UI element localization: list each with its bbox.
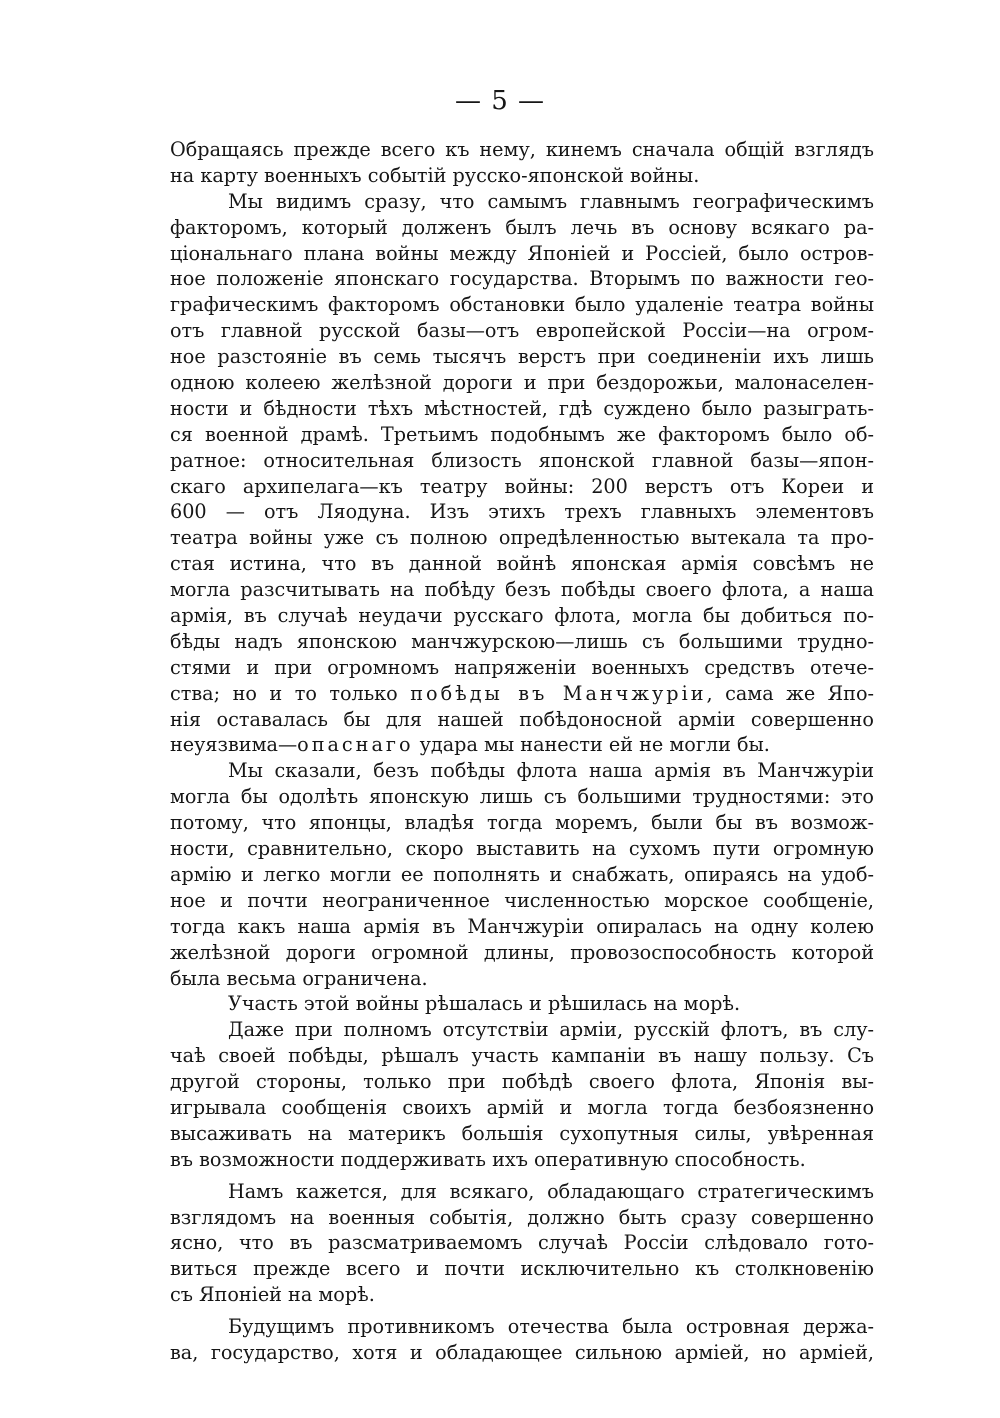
text-line: бѣды надъ японскою манчжурскою—лишь съ большими трудно- [170,629,874,653]
text-line: въ возможности поддерживать ихъ оперативную способность. [170,1147,806,1171]
text-line: виться прежде всего и почти исключительно къ столкновенію [170,1257,874,1281]
text-line: армію и легко могли ее пополнять и снабжать, опираясь на удоб- [170,862,874,886]
text-line: графическимъ факторомъ обстановки было удаленіе театра войны [170,293,874,317]
text-run: удара мы нанести ей не могли бы. [413,733,770,757]
text-line: на карту военныхъ событій русско-японской войны. [170,163,700,187]
text-line: потому, что японцы, владѣя тогда моремъ, были бы въ возмож- [170,811,874,835]
page-number: — 5 — [454,86,546,116]
text-line: другой стороны, только при побѣдѣ своего флота, Японія вы- [170,1070,874,1094]
text-line [170,681,874,707]
text-line: игрывала сообщенія своихъ армій и могла тогда безбоязненно [170,1095,874,1119]
text-line: ности, сравнительно, скоро выставить на сухомъ пути огромную [170,837,874,861]
text-line: стая истина, что въ данной войнѣ японская армія совсѣмъ не [170,552,874,576]
text-line: Даже при полномъ отсутствіи арміи, русскій флотъ, въ слу- [228,1018,874,1042]
text-line: чаѣ своей побѣды, рѣшалъ участь кампаніи въ нашу пользу. Съ [170,1044,874,1068]
text-line: ціональнаго плана войны между Японіей и Россіей, было остров- [170,241,874,265]
text-line: факторомъ, который долженъ былъ лечь въ основу всякаго ра- [170,215,874,239]
text-run: неуязвима— [170,733,298,757]
text-line: Обращаясь прежде всего къ нему, кинемъ сначала общій взглядъ [170,138,874,161]
text-line: ясно, что въ разсматриваемомъ случаѣ Россіи слѣдовало гото- [170,1231,874,1255]
text-line: съ Японіей на морѣ. [170,1283,375,1307]
spaced-emphasis: опаснаго [297,733,414,757]
text-line: была весьма ограничена. [170,966,428,990]
text-line: ва, государство, хотя и обладающее сильною арміей, но арміей, [170,1340,874,1364]
text-line: армія, въ случаѣ неудачи русскаго флота, могла бы добиться по- [170,604,874,628]
text-run: , сама же Япо- [706,681,874,705]
text-line: стями и при огромномъ напряженіи военныхъ средствъ отече- [170,655,874,679]
text-line: Мы видимъ сразу, что самымъ главнымъ географическимъ [228,189,874,213]
text-line: 600 — отъ Ляодуна. Изъ этихъ трехъ главныхъ элементовъ [170,500,874,524]
text-line: скаго архипелага—къ театру войны: 200 верстъ отъ Кореи и [170,474,874,498]
text-line: могла разсчитывать на побѣду безъ побѣды своего флота, а наша [170,578,874,602]
text-line: тогда какъ наша армія въ Манчжуріи опиралась на одну колею [170,914,874,938]
text-line: взглядомъ на военныя событія, должно быть сразу совершенно [170,1205,874,1229]
text-line: ся военной драмѣ. Третьимъ подобнымъ же факторомъ было об- [170,422,874,446]
text-line: Участь этой войны рѣшалась и рѣшилась на морѣ. [228,992,741,1016]
text-line [170,732,874,758]
text-line: отъ главной русской базы—отъ европейской Россіи—на огром- [170,319,874,343]
text-line: Будущимъ противникомъ отечества была островная держа- [228,1315,874,1339]
text-line: Мы сказали, безъ побѣды флота наша армія въ Манчжуріи [228,759,874,783]
text-run: ства; но и то только [170,681,411,705]
text-body [170,137,874,1366]
text-line: театра войны уже съ полною опредѣленностью вытекала та про- [170,526,874,550]
text-line: ное и почти неограниченное численностью морское сообщеніе, [170,888,874,912]
text-line: ности и бѣдности тѣхъ мѣстностей, гдѣ суждено было разыграть- [170,396,874,420]
text-line: одною колеею желѣзной дороги и при бездорожьи, малонаселен- [170,371,874,395]
text-line: нія оставалась бы для нашей побѣдоносной арміи совершенно [170,707,874,731]
text-line: ное разстояніе въ семь тысячъ верстъ при соединеніи ихъ лишь [170,345,874,369]
text-line: ное положеніе японскаго государства. Вторымъ по важности гео- [170,267,874,291]
text-line: ратное: относительная близость японской главной базы—япон- [170,448,874,472]
text-line: желѣзной дороги огромной длины, провозоспособность которой [170,940,874,964]
text-line: могла бы одолѣть японскую лишь съ большими трудностями: это [170,785,874,809]
spaced-emphasis: побѣды въ Манчжуріи [410,681,707,705]
text-line: высаживать на материкъ большія сухопутныя силы, увѣренная [170,1121,874,1145]
text-line: Намъ кажется, для всякаго, обладающаго стратегическимъ [228,1179,874,1203]
